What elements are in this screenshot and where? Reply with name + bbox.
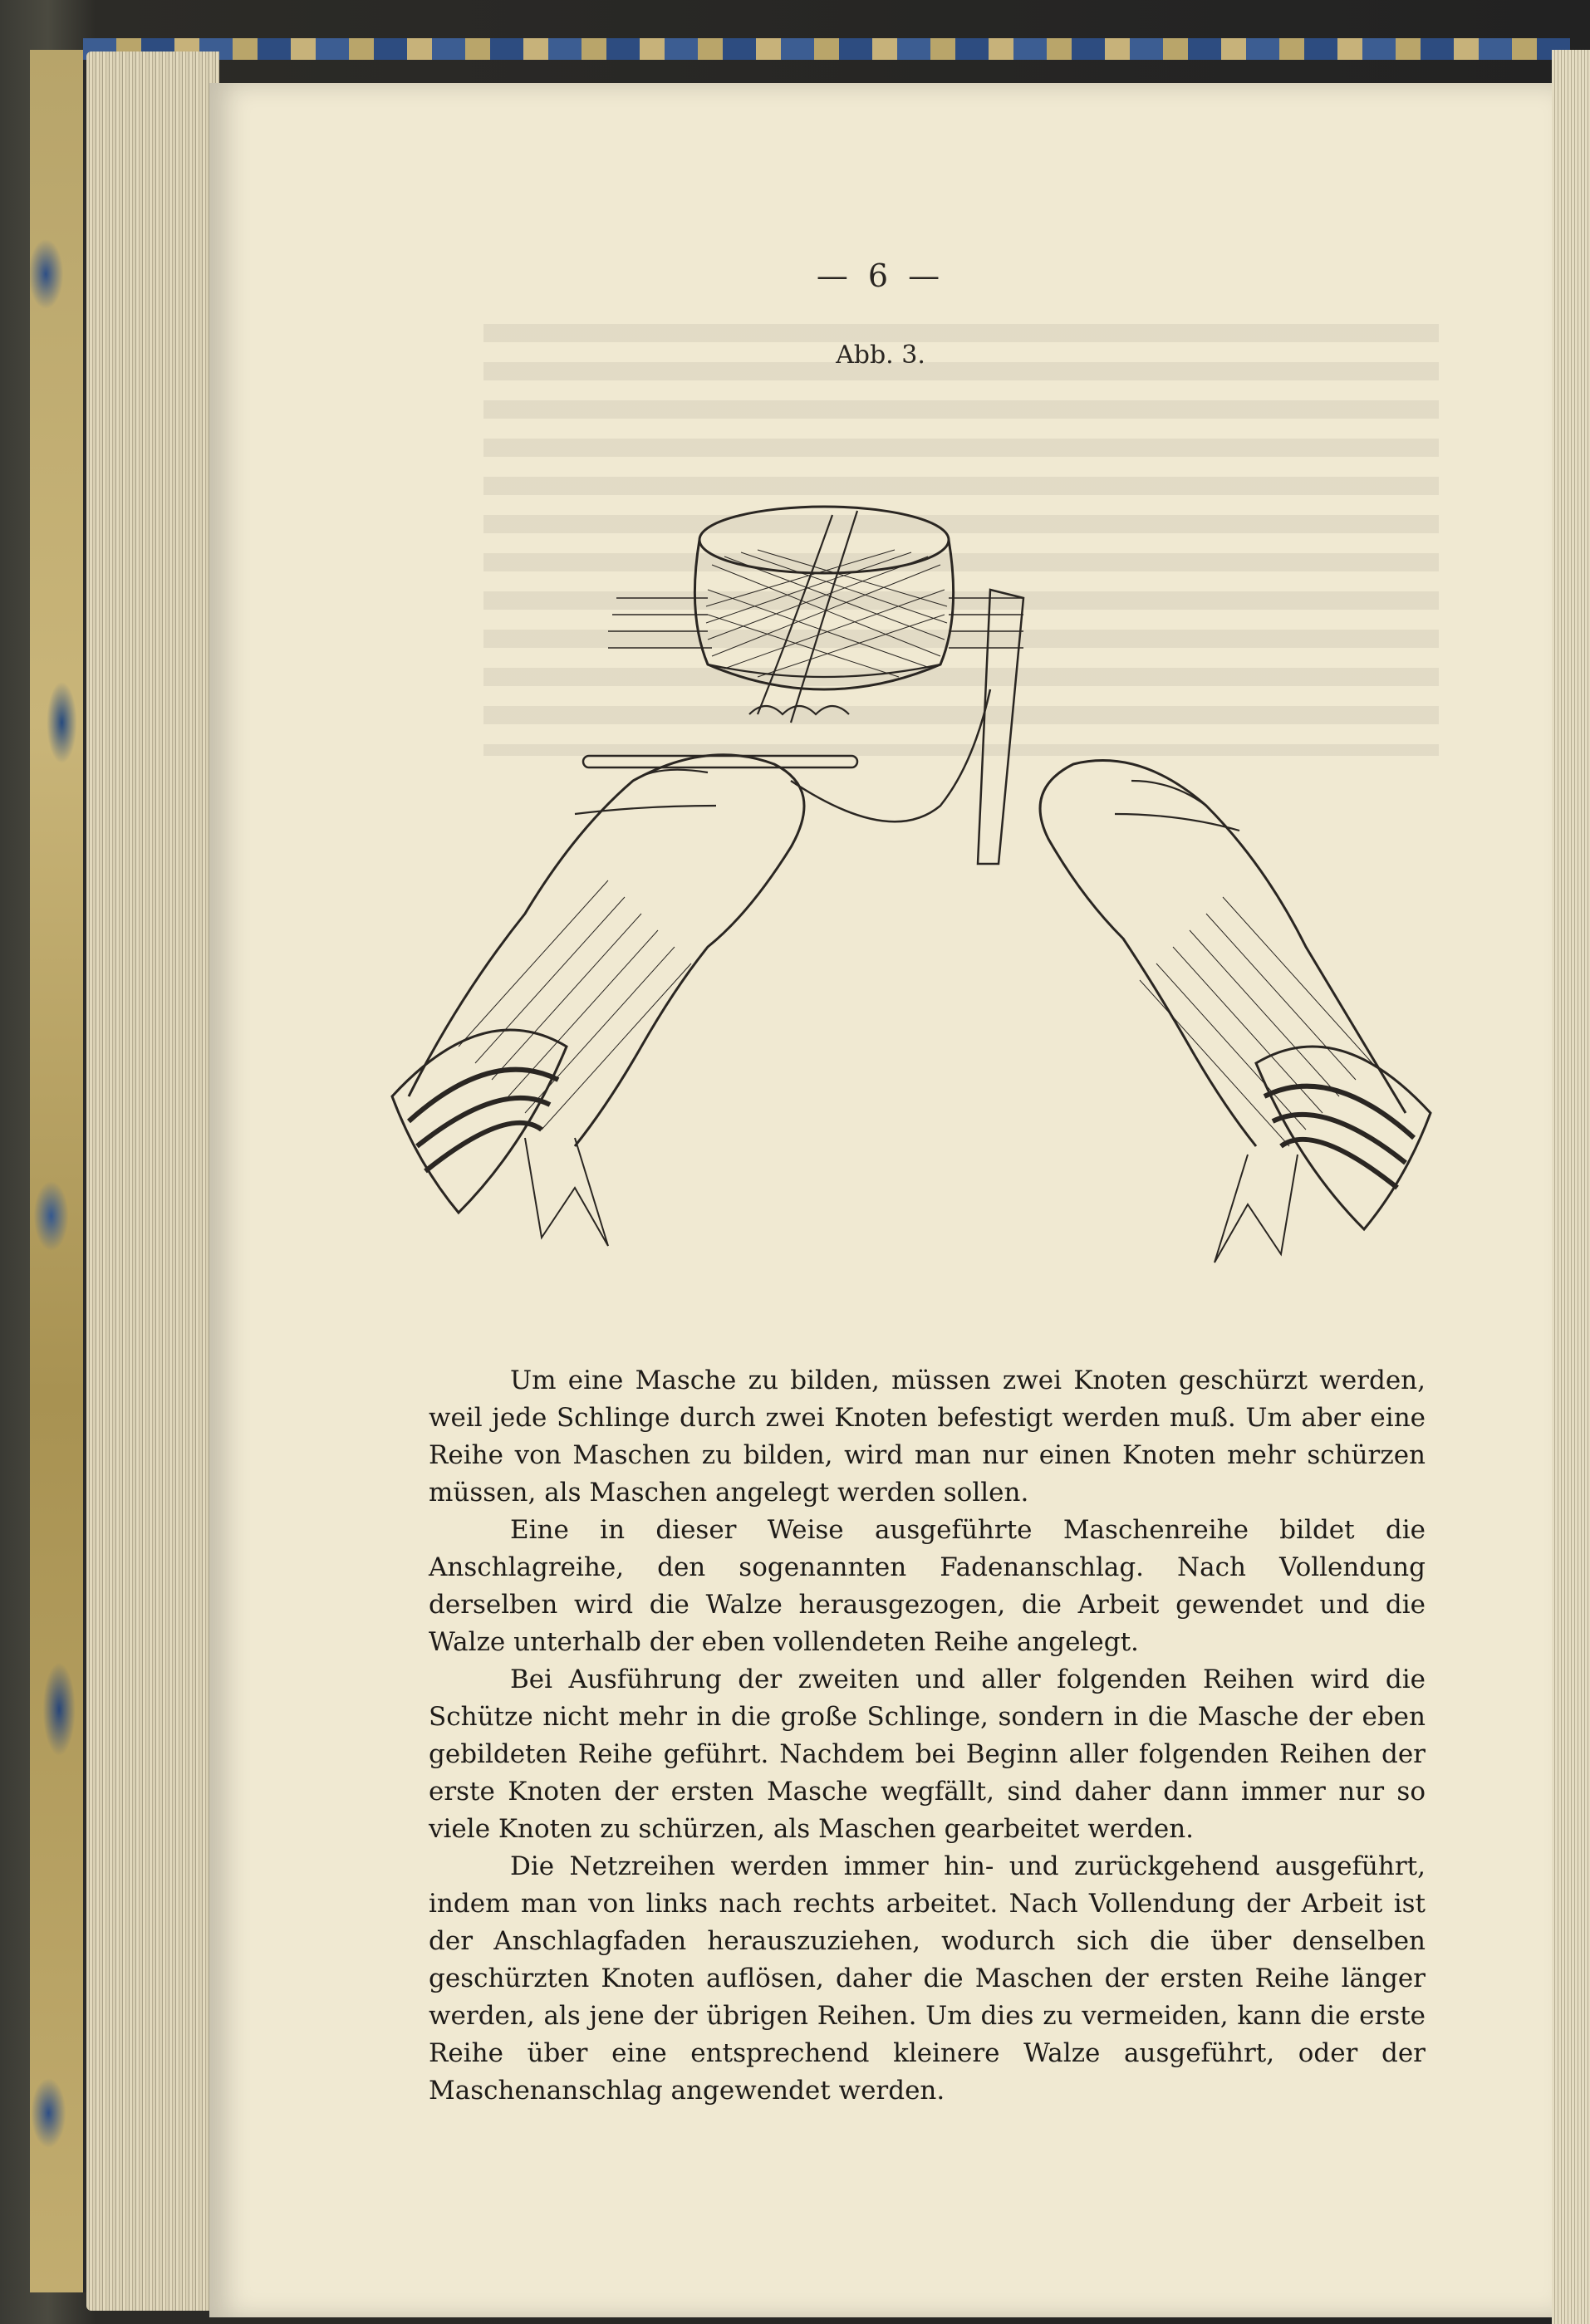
paragraph-3: Bei Ausführung der zweiten und aller folgenden Reihen wird die Schütze nicht mehr in die große Schlinge, sondern in die Masche der eben gebildeten Reihe geführt. Nachdem bei Beginn aller folgenden Reihen der erste Knoten der ersten Masche wegfällt, sind daher dann immer nur so viele Knoten zu schürzen, als Maschen gearbeitet werden. [429,1665,1426,1844]
marbled-top-edge [83,38,1570,60]
netting-illustration [359,415,1447,1304]
paragraph-4: Die Netzreihen werden immer hin- und zurückgehend ausgeführt, indem man von links nach rechts arbeitet. Nach Vollendung der Arbeit ist der Anschlagfaden herauszuziehen, wodurch sich die über denselben geschürzten Knoten auflösen, daher die Maschen der ersten Reihe länger werden, als jene der übrigen Reihen. Um dies zu vermeiden, kann die erste Reihe über eine entsprechend kleinere Walze ausgeführt, oder der Maschenanschlag angewendet werden. [429,1851,1426,2106]
body-text [429,1362,1426,2110]
page-number: — 6 — [816,257,945,294]
right-page-edges [1552,50,1590,2324]
page-stack-edges [86,51,219,2311]
marbled-edge [30,50,86,2292]
paragraph-2: Eine in dieser Weise ausgeführte Maschenreihe bildet die Anschlagreihe, den sogenannten Fadenanschlag. Nach Vollendung derselben wird die Walze herausgezogen, die Arbeit gewendet und die Walze unterhalb der eben vollendeten Reihe angelegt. [429,1515,1426,1657]
figure-caption: Abb. 3. [836,341,925,370]
book-page [209,83,1552,2317]
paragraph-1: Um eine Masche zu bilden, müssen zwei Knoten geschürzt werden, weil jede Schlinge durch zwei Knoten befestigt werden muß. Um aber eine Reihe von Maschen zu bilden, wird man nur einen Knoten mehr schürzen müssen, als Maschen angelegt werden sollen. [429,1365,1426,1508]
